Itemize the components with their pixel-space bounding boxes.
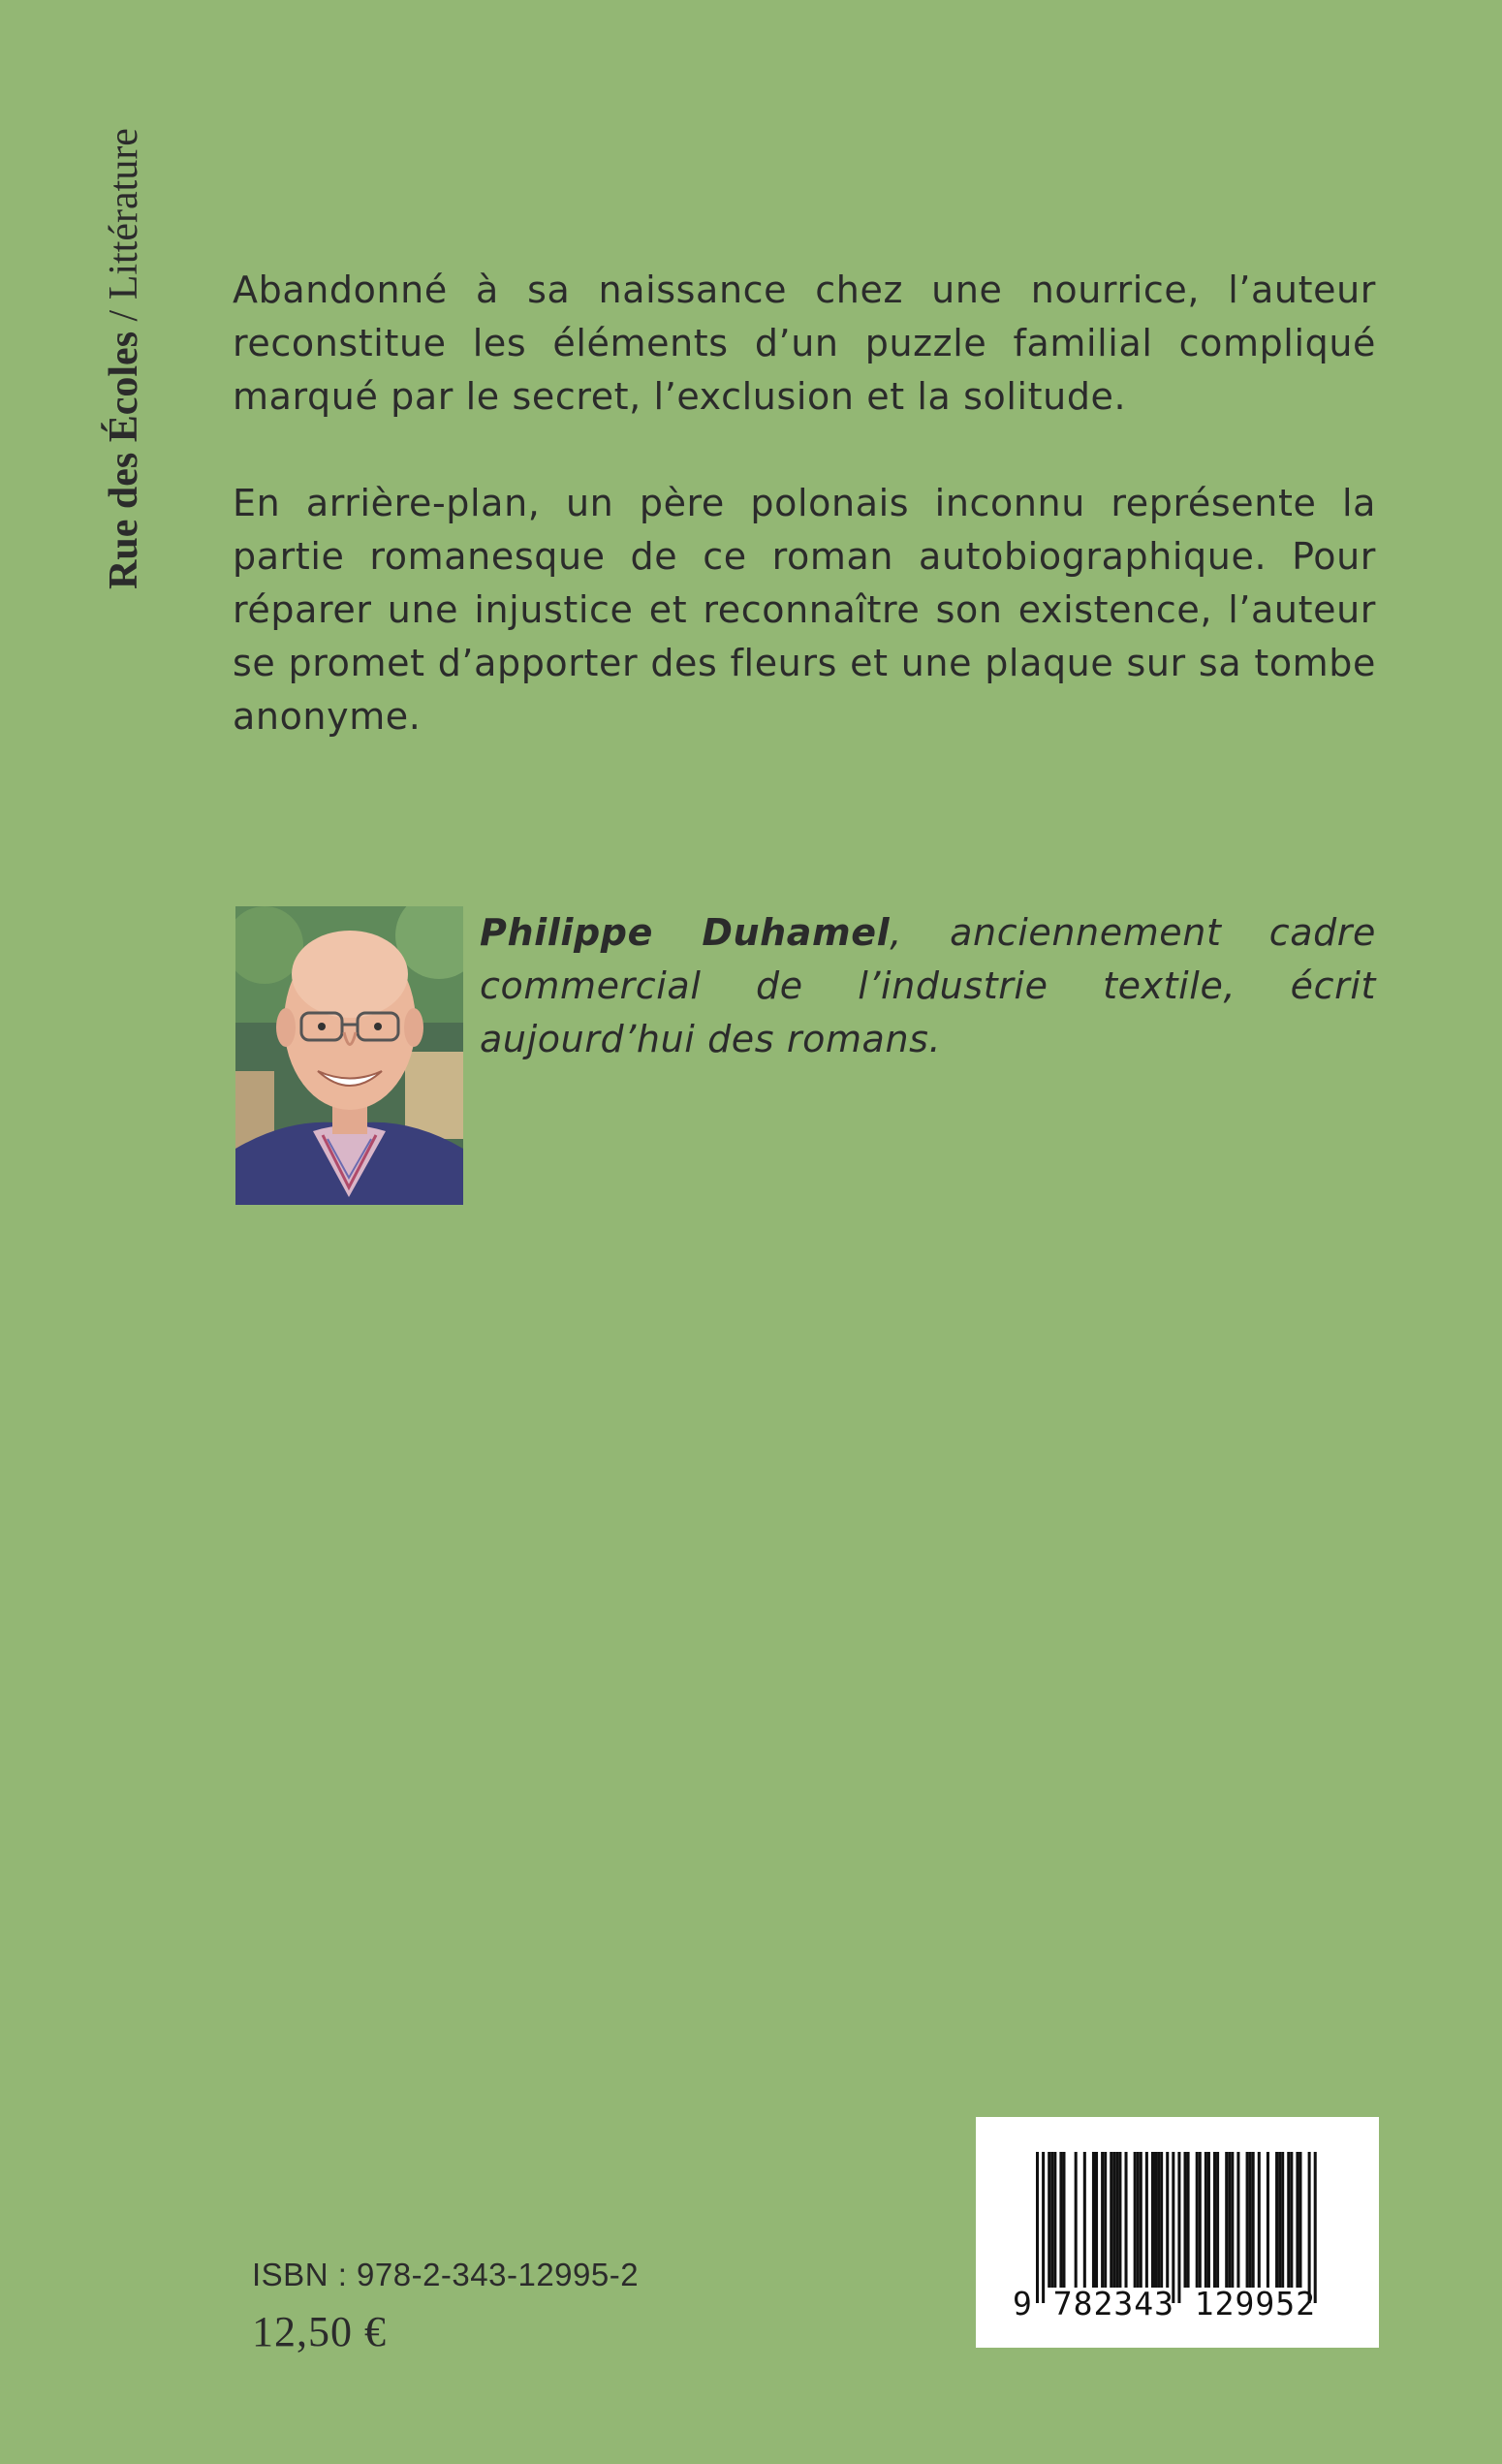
barcode-bar — [1216, 2152, 1219, 2288]
price: 12,50 € — [252, 2308, 387, 2355]
barcode-bar — [1157, 2152, 1160, 2288]
barcode-bar — [1281, 2152, 1284, 2288]
barcode-bar — [1118, 2152, 1121, 2288]
barcode-bar — [1154, 2152, 1157, 2288]
barcode-bar — [1252, 2152, 1255, 2288]
barcode-bar — [1177, 2152, 1180, 2303]
barcode-bar — [1213, 2152, 1216, 2288]
barcode-digits: 9 782343 129952 — [1013, 2285, 1317, 2322]
barcode-bar — [1258, 2152, 1261, 2288]
blurb-paragraph-2: En arrière-plan, un père polonais inconnu représente la partie romanesque de ce roman autobiographique. Pour réparer une injustice et reconnaître son existence, l’auteur se promet d’apporter des fleurs et une plaque sur sa tombe anonyme. — [233, 482, 1376, 738]
series-separator: / — [102, 300, 146, 332]
barcode-bar — [1296, 2152, 1299, 2288]
barcode-bar — [1125, 2152, 1128, 2288]
barcode-bar — [1140, 2152, 1142, 2288]
spine-title — [104, 128, 144, 589]
barcode-bar — [1115, 2152, 1118, 2288]
barcode-bar — [1314, 2152, 1317, 2303]
barcode-bar — [1092, 2152, 1095, 2288]
collection-name: Littérature — [102, 128, 146, 300]
barcode-bar — [1207, 2152, 1210, 2288]
barcode-bar — [1160, 2152, 1163, 2288]
barcode-bar — [1187, 2152, 1190, 2288]
barcode-bar — [1249, 2152, 1252, 2288]
author-name: Philippe Duhamel — [480, 911, 891, 954]
barcode-bar — [1053, 2152, 1056, 2288]
barcode-bar — [1166, 2152, 1169, 2288]
barcode-bar — [1110, 2152, 1112, 2288]
barcode-bar — [1104, 2152, 1107, 2288]
barcode-bar — [1059, 2152, 1062, 2288]
barcode-bar — [1287, 2152, 1290, 2288]
barcode-bar — [1151, 2152, 1154, 2288]
barcode-bar — [1101, 2152, 1104, 2288]
barcode-bar — [1036, 2152, 1039, 2303]
barcode-bar — [1075, 2152, 1078, 2288]
series-name: Rue des Écoles — [102, 331, 146, 589]
barcode-bar — [1083, 2152, 1086, 2288]
barcode-bar — [1134, 2152, 1137, 2288]
barcode-bar — [1246, 2152, 1249, 2288]
barcode-bar — [1290, 2152, 1293, 2288]
barcode-bar — [1267, 2152, 1269, 2288]
author-bio — [480, 906, 1376, 1066]
barcode-bar — [1196, 2152, 1199, 2288]
barcode-bar — [1275, 2152, 1278, 2288]
barcode-bar — [1172, 2152, 1174, 2303]
barcode-bar — [1184, 2152, 1187, 2288]
barcode-bar — [1299, 2152, 1301, 2288]
barcode-bar — [1278, 2152, 1281, 2288]
barcode-bar — [1231, 2152, 1234, 2288]
barcode-bar — [1042, 2152, 1045, 2303]
back-cover-blurb — [233, 264, 1376, 797]
barcode-bar — [1308, 2152, 1311, 2303]
barcode-bar — [1236, 2152, 1239, 2288]
barcode-bar — [1095, 2152, 1098, 2288]
barcode-bar — [1112, 2152, 1115, 2288]
isbn: ISBN : 978-2-343-12995-2 — [252, 2257, 640, 2292]
barcode-bar — [1062, 2152, 1065, 2288]
barcode-bar — [1225, 2152, 1228, 2288]
author-photo — [235, 906, 463, 1205]
barcode-bar — [1199, 2152, 1202, 2288]
barcode-bar — [1050, 2152, 1053, 2288]
barcode — [976, 2117, 1379, 2348]
author-bio-text: , anciennement cadre commercial de l’industrie textile, écrit aujourd’hui des romans. — [480, 911, 1377, 1060]
barcode-bar — [1145, 2152, 1148, 2288]
barcode-bar — [1137, 2152, 1140, 2288]
barcode-bar — [1228, 2152, 1231, 2288]
barcode-bar — [1048, 2152, 1050, 2288]
blurb-paragraph-1: Abandonné à sa naissance chez une nourrice, l’auteur reconstitue les éléments d’un puzzle familial compliqué marqué par le secret, l’exclusion et la solitude. — [233, 269, 1376, 418]
barcode-bar — [1205, 2152, 1207, 2288]
